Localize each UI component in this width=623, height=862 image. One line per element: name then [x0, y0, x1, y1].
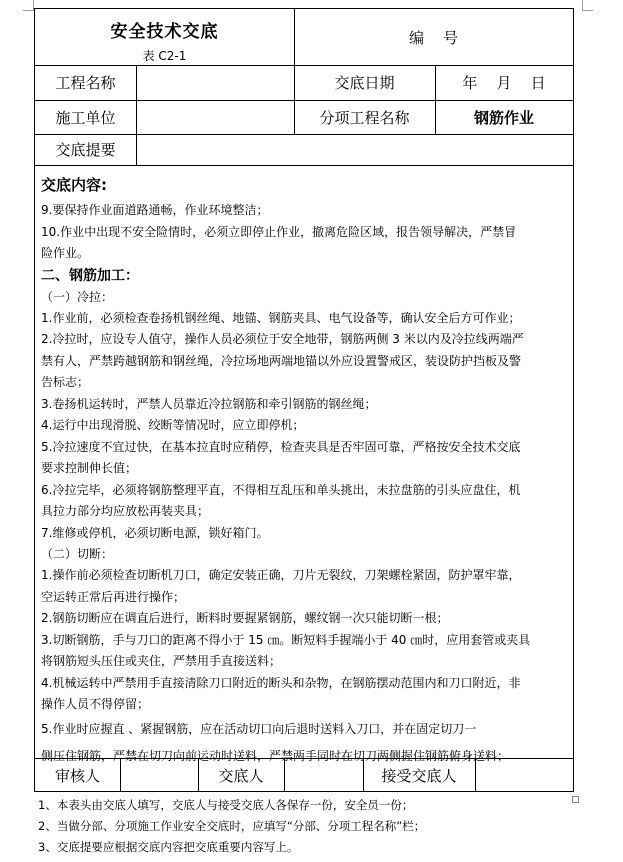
reviewer-label: 审核人 [54, 766, 100, 785]
content-line: 告标志； [41, 375, 90, 389]
disclosure-date-label: 交底日期 [334, 74, 395, 92]
content-line: 险作业。 [41, 246, 90, 260]
footnote: 1、本表头由交底人填写，交底人与接受交底人各保存一份，安全员一份； [38, 798, 414, 812]
content-line: 侧压住钢筋，严禁在切刀向前运动时送料，严禁两手同时在切刀两侧握住钢筋俯身送料； [41, 748, 510, 763]
construction-unit-label: 施工单位 [55, 108, 116, 127]
content-line: 2.钢筋切断应在调直后进行，断料时要握紧钢筋，螺纹钢一次只能切断一根； [41, 611, 449, 625]
discloser-label: 交底人 [218, 766, 264, 785]
project-name-label: 工程名称 [55, 74, 116, 92]
content-line: 1.操作前必须检查切断机刀口，确定安装正确，刀片无裂纹，刀架螺栓紧固，防护罩牢靠， [41, 568, 521, 582]
content-line: 操作人员不得停留； [41, 697, 150, 711]
content-heading: 交底内容: [41, 176, 107, 194]
content-line: 2.冷拉时，应设专人值守，操作人员必须位于安全地带，钢筋两侧 3 米以内及冷拉线两端严 [41, 332, 524, 346]
content-line: 将钢筋短头压住或夹住，严禁用手直接送料； [41, 654, 282, 668]
subproject-name-value[interactable]: 钢筋作业 [473, 108, 534, 127]
receiver-label: 接受交底人 [381, 766, 457, 785]
disclosure-form [34, 8, 574, 792]
content-line: 5.作业时应握直 、紧握钢筋，应在活动切口向后退时送料入刀口，并在固定切刀一 [41, 721, 477, 736]
summary-label: 交底提要 [55, 141, 116, 159]
page-corner-mark [23, 0, 34, 11]
receiver-field[interactable] [475, 758, 573, 792]
discloser-field[interactable] [284, 758, 363, 792]
footnotes [38, 795, 598, 858]
summary-field[interactable] [136, 134, 573, 165]
content-line: 4.机械运转中严禁用手直接清除刀口附近的断头和杂物，在钢筋摆动范围内和刀口附近，非 [41, 675, 521, 690]
subsection-heading: （二）切断： [41, 547, 114, 561]
content-line: 10.作业中出现不安全险情时，必须立即停止作业，撤离危险区域，报告领导解决，严禁冒 [41, 224, 517, 239]
form-title: 安全技术交底 [110, 22, 219, 42]
content-line: 要求控制伸长值； [41, 461, 138, 475]
disclosure-date-value[interactable]: 年 月 日 [462, 74, 546, 92]
page-corner-mark [582, 0, 593, 11]
content-line: 具拉力部分均应放松再装夹具； [41, 504, 210, 518]
footnote: 2、当做分部、分项施工作业安全交底时，应填写“分部、分项工程名称”栏； [38, 819, 426, 833]
grid-line [35, 165, 573, 166]
subsection-heading: （一）冷拉： [41, 289, 114, 304]
construction-unit-field[interactable] [136, 100, 294, 134]
section-heading: 二、钢筋加工： [41, 267, 139, 284]
content-line: 空运转正常后再进行操作； [41, 589, 186, 604]
content-line: 5.冷拉速度不宜过快，在基本拉直时应稍停，检查夹具是否牢固可靠，严格按安全技术交底 [41, 439, 521, 454]
form-code: 表 C2-1 [142, 49, 187, 63]
content-line: 3.卷扬机运转时，严禁人员靠近冷拉钢筋和牵引钢筋的钢丝绳； [41, 396, 377, 411]
content-line: 6.冷拉完毕，必须将钢筋整理平直，不得相互乱压和单头挑出，未拉盘筋的引头应盘住，机 [41, 482, 521, 497]
number-label: 编 号 [408, 28, 459, 47]
content-line: 1.作业前，必须检查卷扬机钢丝绳、地锚、钢筋夹具、电气设备等，确认安全后方可作业； [41, 310, 521, 325]
disclosure-content [41, 174, 569, 770]
reviewer-field[interactable] [120, 758, 198, 792]
subproject-name-label: 分项工程名称 [319, 108, 410, 127]
project-name-field[interactable] [136, 65, 294, 100]
content-line: 7.维修或停机，必须切断电源，锁好箱门。 [41, 525, 269, 540]
footnote: 3、交底提要应根据交底内容把交底重要内容写上。 [38, 840, 299, 854]
content-line: 禁有人，严禁跨越钢筋和钢丝绳，冷拉场地两端地锚以外应设置警戒区，装设防护挡板及警 [41, 353, 522, 368]
content-line: 4.运行中出现滑脱、绞断等情况时，应立即停机； [41, 418, 305, 432]
content-line: 9.要保持作业面道路通畅，作业环境整洁； [41, 203, 269, 217]
content-line: 3.切断钢筋，手与刀口的距离不得小于 15 ㎝。断短料手握端小于 40 ㎝时，应用套管或夹具 [41, 632, 531, 647]
